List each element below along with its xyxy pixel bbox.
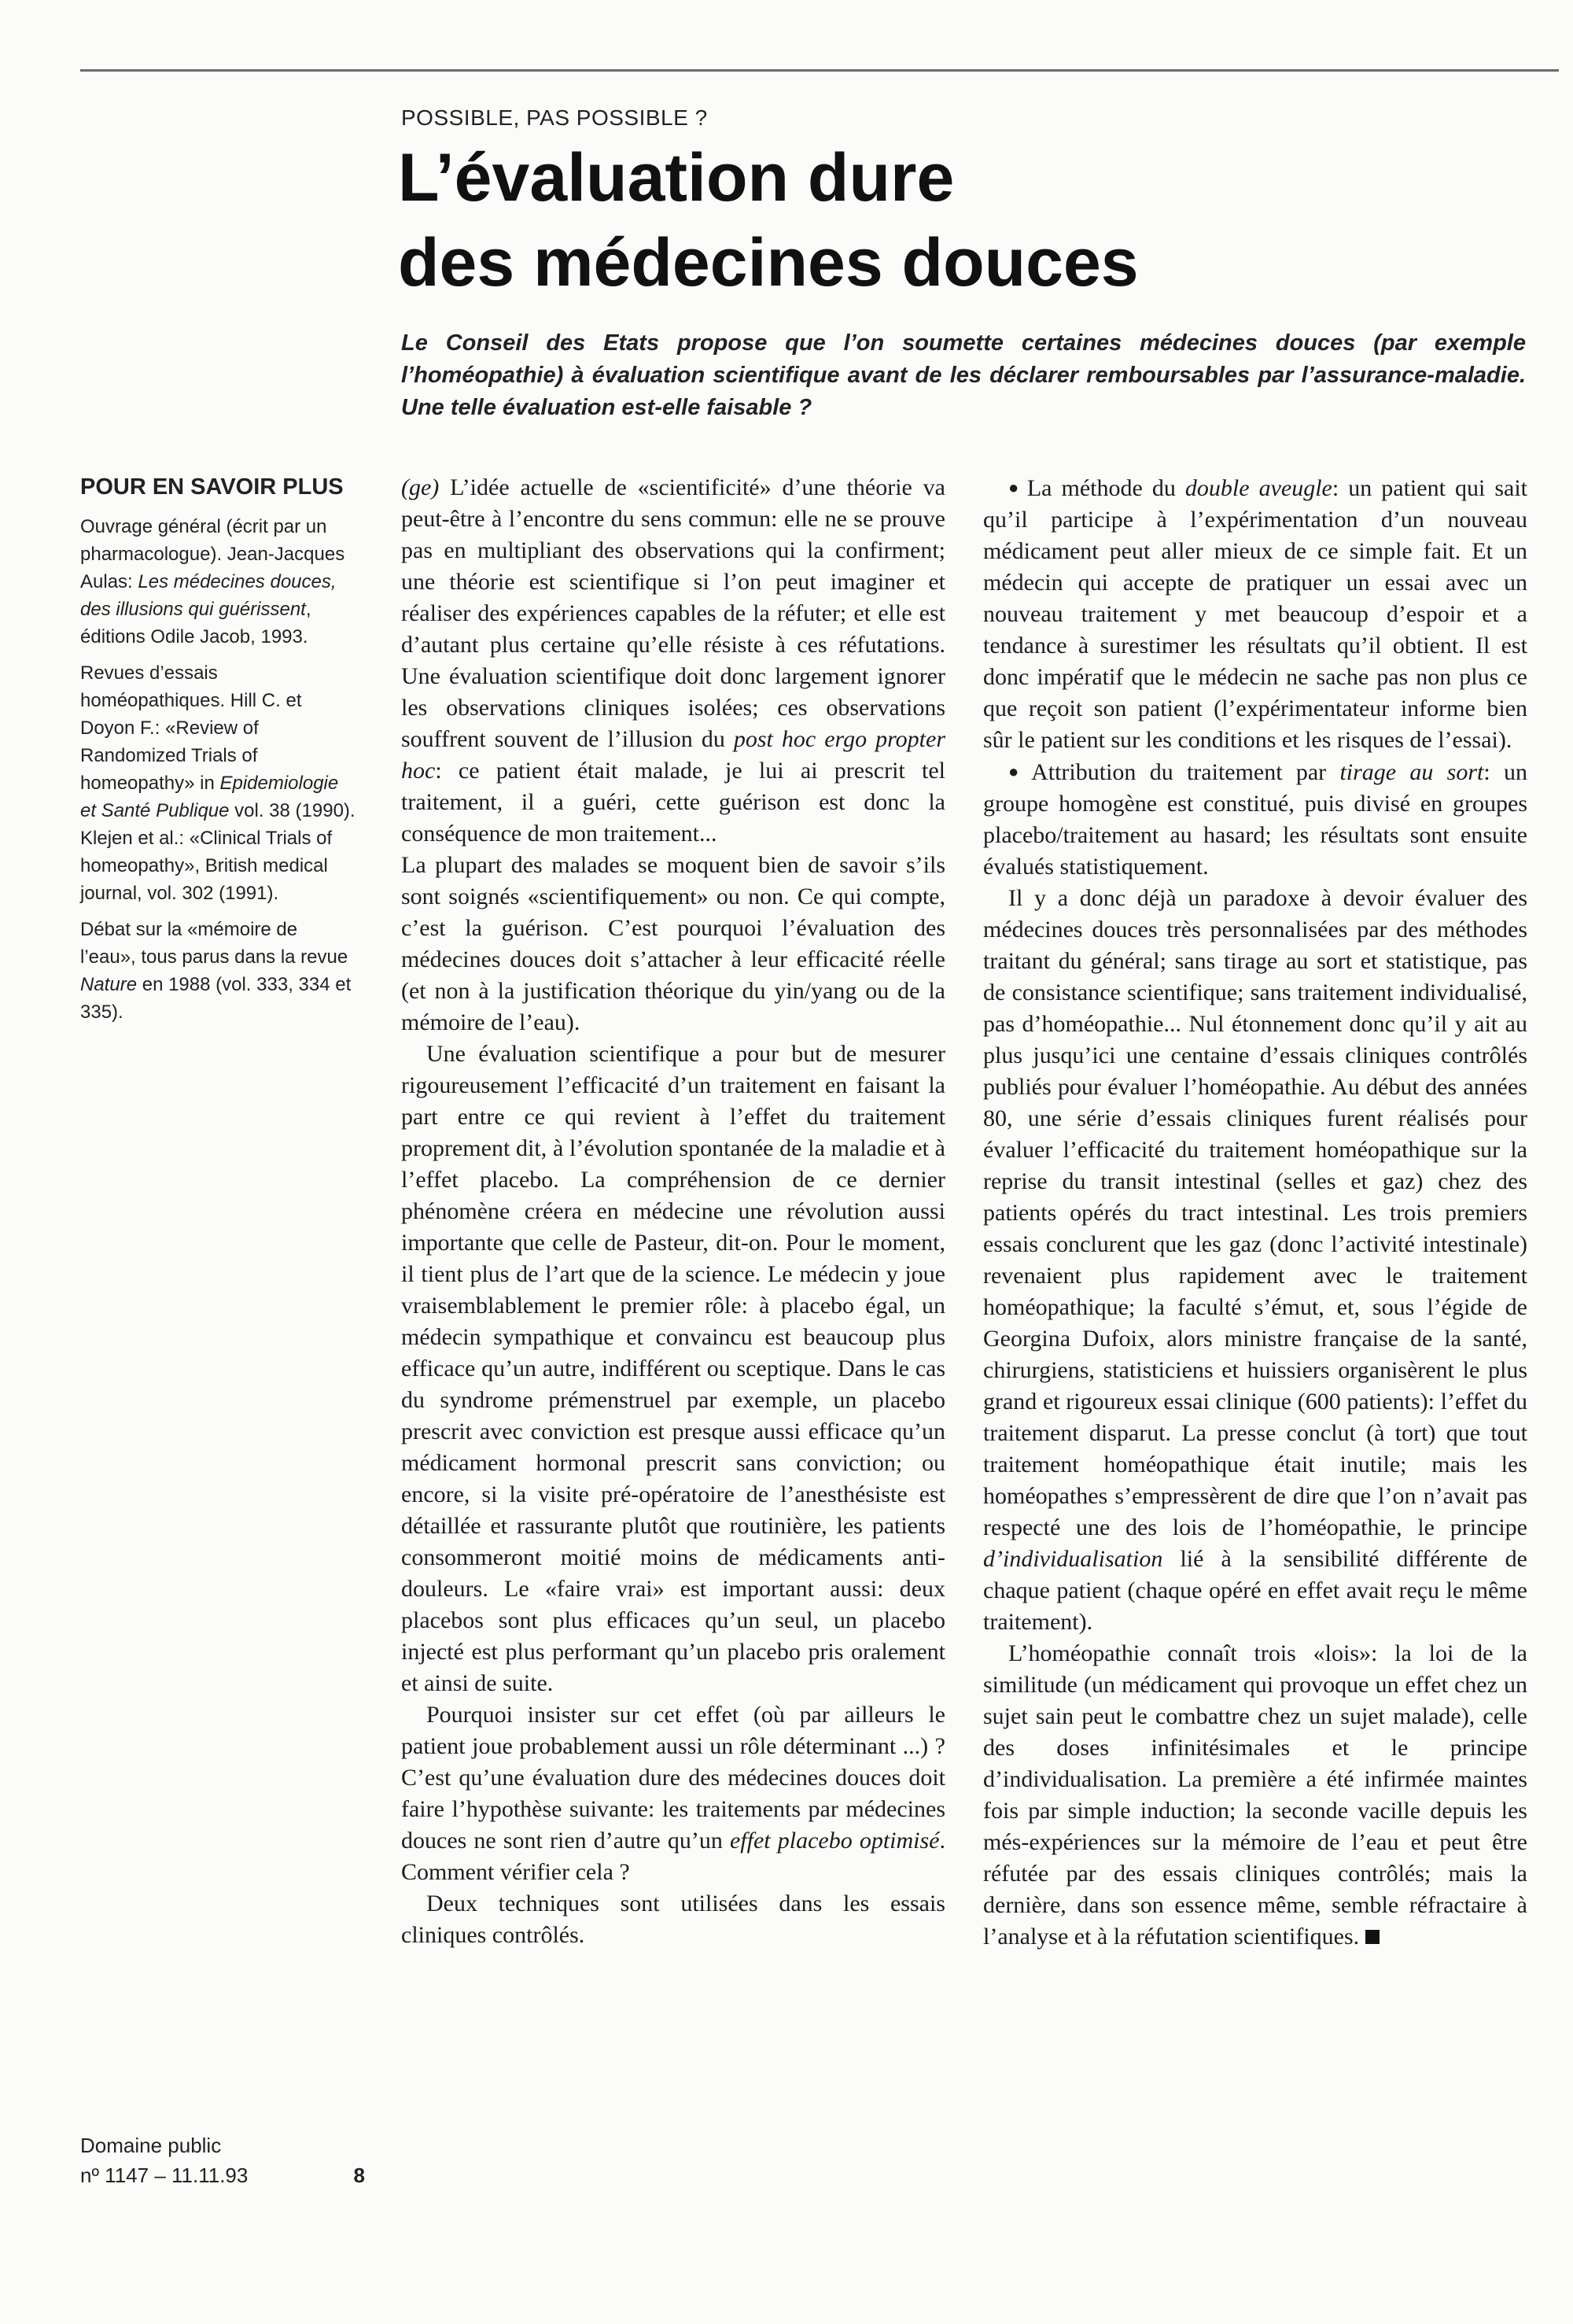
paragraph-text: L’idée actuelle de «scientificité» d’une théorie va peut-être à l’encontre du sens commun: elle ne se prouve pas en multipliant des observations qui la confirment; une théorie est scientifique si l’on peut imaginer et réaliser des expériences capables de la réfuter; et elle est d’autant plus certaine qu’elle résiste à ces réfutations. Une évaluation scientifique doit donc largement ignorer les observations cliniques isolées; ces observations souffrent souvent de l’illusion du	[401, 474, 945, 752]
paragraph-text: : un groupe homogène est constitué, puis divisé en groupes placebo/traitement au hasard; les résultats sont ensuite évalués statistiquement.	[983, 759, 1527, 880]
further-reading-sidebar	[80, 472, 357, 1035]
kicker: POSSIBLE, PAS POSSIBLE ?	[401, 105, 708, 130]
article-title	[398, 135, 1139, 305]
top-rule	[80, 69, 1559, 72]
sidebar-reference	[80, 916, 357, 1026]
paragraph-emphasis: d’individualisation	[983, 1546, 1163, 1572]
bullet-icon: ●	[1008, 762, 1027, 781]
title-line-2: des médecines douces	[398, 225, 1139, 301]
article-column-1	[401, 472, 945, 1951]
bullet-icon: ●	[1008, 478, 1022, 497]
article-column-2	[983, 472, 1527, 1953]
paragraph-emphasis: post hoc ergo propter hoc	[401, 726, 945, 784]
publication-name: Domaine public	[80, 2134, 222, 2157]
ref-title: Les médecines douces, des illusions qui guérissent	[80, 571, 337, 620]
ref-text: en 1988 (vol. 333, 334 et 335).	[80, 974, 352, 1023]
paragraph	[401, 1699, 945, 1888]
ref-title: Nature	[80, 974, 138, 995]
lede: Le Conseil des Etats propose que l’on soumette certaines médecines douces (par exemple l’homéopathie) à évaluation scientifique avant de les déclarer remboursables par l’assurance-maladie. Une telle évaluation est-elle faisable ?	[401, 330, 1526, 420]
paragraph-text: Il y a donc déjà un paradoxe à devoir évaluer des médecines douces très personnalisées par des méthodes traitant du général; sans tirage au sort et statistique, pas de consistance scientifique; sans traitement individualisé, pas d’homéopathie... Nul étonnement donc qu’il y ait au plus jusqu’ici une centaine d’essais cliniques contrôlés publiés pour évaluer l’homéopathie. Au début des années 80, une série d’essais cliniques furent réalisés pour évaluer l’efficacité du traitement homéopathique sur la reprise du transit intestinal (selles et gaz) chez des patients opérés du tract intestinal. Les trois premiers essais conclurent que les gaz (donc l’activité intestinale) revenaient plus rapidement avec le traitement homéopathique; la faculté s’émut, et, sous l’égide de Georgina Dufoix, alors ministre française de la santé, chirurgiens, statisticiens et huissiers organisèrent le plus grand et rigoureux essai clinique (600 patients): l’effet du traitement disparut. La presse conclut (à tort) que tout traitement homéopathique était inutile; mais les homéopathes s’empressèrent de dire que l’on n’avait pas respecté une des lois de l’homéopathie, le principe	[983, 885, 1527, 1540]
paragraph-emphasis: double aveugle	[1184, 475, 1332, 501]
title-line-1: L’évaluation dure	[398, 140, 955, 216]
end-of-article-icon	[1365, 1930, 1380, 1944]
paragraph-text: : un patient qui sait qu’il participe à l’expérimentation d’un nouveau médicament peut aller mieux de ce simple fait. Et un médecin qui accepte de pratiquer un essai avec un nouveau traitement y met beaucoup d’espoir et a tendance à surestimer les résultats qu’il obtient. Il est donc impératif que le médecin ne sache pas non plus ce que reçoit son patient (l’expérimentateur informe bien sûr le patient sur les conditions et les risques de l’essai).	[983, 475, 1527, 753]
paragraph-text: La méthode du	[1026, 475, 1185, 501]
sidebar-title: POUR EN SAVOIR PLUS	[80, 474, 344, 500]
ref-text: Ouvrage général (écrit par un pharmacologue). Jean-Jacques Aulas:	[80, 516, 345, 592]
paragraph	[983, 883, 1527, 1638]
ref-text: Revues d’essais homéopathiques. Hill C. et Doyon F.: «Review of Randomized Trials of homeopathy» in	[80, 662, 302, 794]
bullet-paragraph	[983, 472, 1527, 756]
paragraph-text: lié à la sensibilité différente de chaque patient (chaque opéré en effet avait reçu le même traitement).	[983, 1546, 1527, 1635]
paragraph: Deux techniques sont utilisées dans les essais cliniques contrôlés.	[401, 1891, 945, 1948]
paragraph-text: Pourquoi insister sur cet effet (où par ailleurs le patient joue probablement aussi un rôle déterminant ...) ? C’est qu’une évaluation dure des médecines douces doit faire l’hypothèse suivante: les traitements par médecines douces ne sont rien d’autre qu’un	[401, 1702, 945, 1854]
paragraph-text: Attribution du traitement par	[1031, 759, 1340, 785]
page-number: 8	[353, 2164, 365, 2187]
ref-text: Débat sur la «mémoire de l’eau», tous parus dans la revue	[80, 919, 348, 968]
page-footer	[80, 2130, 365, 2190]
bullet-paragraph	[983, 756, 1527, 883]
paragraph-emphasis: effet placebo optimisé	[729, 1828, 940, 1854]
paragraph-emphasis: tirage au sort	[1339, 759, 1484, 785]
sidebar-reference	[80, 513, 357, 651]
issue-info: nº 1147 – 11.11.93	[80, 2164, 249, 2187]
author-initials: (ge)	[401, 474, 440, 500]
paragraph	[983, 1638, 1527, 1953]
paragraph: La plupart des malades se moquent bien de savoir s’ils sont soignés «scientifiquement» ou non. Ce qui compte, c’est la guérison. C’est pourquoi l’évaluation des médecines douces doit s’attacher à leur efficacité réelle (et non à la justification théorique du yin/yang ou de la mémoire de l’eau).	[401, 852, 945, 1035]
ref-text: vol. 38 (1990). Klejen et al.: «Clinical Trials of homeopathy», British medical journal, vol. 302 (1991).	[80, 800, 355, 904]
ref-text: , éditions Odile Jacob, 1993.	[80, 599, 311, 647]
ref-title: Epidemiologie et Santé Publique	[80, 773, 339, 821]
paragraph-text: . Comment vérifier cela ?	[401, 1828, 945, 1885]
paragraph-text: L’homéopathie connaît trois «lois»: la loi de la similitude (un médicament qui provoque un effet chez un sujet sain peut le combattre chez un sujet malade), celle des doses infinitésimales et le principe d’individualisation. La première a été infirmée maintes fois par simple induction; la seconde vacille depuis les més-expériences sur la mémoire de l’eau et peut être réfutée par des essais cliniques contrôlés; mais la dernière, dans son essence même, semble réfractaire à l’analyse et à la réfutation scientifiques.	[983, 1640, 1527, 1950]
paragraph-text: : ce patient était malade, je lui ai prescrit tel traitement, il a guéri, cette guérison est donc la conséquence de mon traitement...	[401, 758, 945, 847]
paragraph: Une évaluation scientifique a pour but de mesurer rigoureusement l’efficacité d’un traitement en faisant la part entre ce qui revient à l’effet du traitement proprement dit, à l’évolution spontanée de la maladie et à l’effet placebo. La compréhension de ce dernier phénomène créera en médecine une révolution aussi importante que celle de Pasteur, dit-on. Pour le moment, il tient plus de l’art que de la science. Le médecin y joue vraisemblablement le premier rôle: à placebo égal, un médecin sympathique et convaincu est beaucoup plus efficace qu’un autre, indifférent ou sceptique. Dans le cas du syndrome prémenstruel par exemple, un placebo prescrit avec conviction est presque aussi efficace qu’un médicament hormonal prescrit sans conviction; ou encore, si la visite pré-opératoire de l’anesthésiste est détaillée et rassurante plutôt que routinière, les patients consommeront moitié moins de médicaments anti-douleurs. Le «faire vrai» est important aussi: deux placebos sont plus efficaces qu’un seul, un placebo injecté est plus performant qu’un placebo pris oralement et ainsi de suite.	[401, 1041, 945, 1696]
paragraph	[401, 472, 945, 850]
sidebar-reference	[80, 659, 357, 907]
